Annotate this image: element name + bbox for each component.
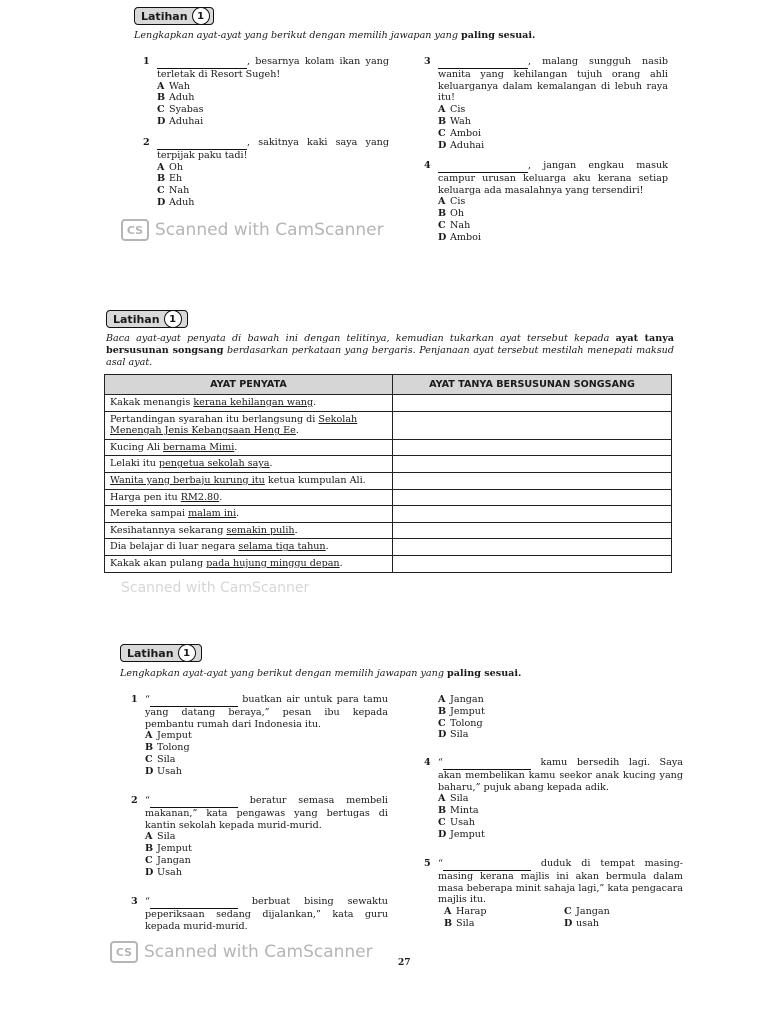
option-item xyxy=(157,173,389,185)
underlined-phrase: pengetua sekolah saya xyxy=(158,458,270,470)
statement-text: Kakak akan pulang xyxy=(110,557,207,569)
question-stem xyxy=(145,795,388,831)
question-item xyxy=(424,757,683,841)
answer-blank xyxy=(150,896,238,909)
option-item xyxy=(157,104,389,116)
question-item xyxy=(131,896,388,932)
question-item xyxy=(424,56,668,151)
option-letter: A xyxy=(157,161,165,173)
answer-cell xyxy=(393,395,672,412)
underlined-phrase: kerana kehilangan wang xyxy=(193,397,314,408)
answer-cell xyxy=(393,472,672,489)
option-letter: D xyxy=(438,828,447,840)
exercise-badge xyxy=(106,310,188,328)
answer-blank xyxy=(157,137,247,150)
option-item xyxy=(564,906,644,918)
stem-text: duduk di tempat masing-masing kerana majlis ini akan bermula dalam masa beberapa minit sahaja lagi,” kata pengacara majlis itu. xyxy=(438,858,683,906)
option-item xyxy=(438,829,683,841)
option-item xyxy=(145,855,388,867)
question-item xyxy=(438,694,638,741)
option-letter: C xyxy=(145,854,153,866)
question-number: 1 xyxy=(131,694,138,705)
answer-cell xyxy=(393,456,672,473)
table-row xyxy=(105,555,672,572)
watermark-text: Scanned with CamScanner xyxy=(144,942,373,962)
question-stem xyxy=(145,896,388,932)
underlined-phrase: malam ini xyxy=(188,508,237,520)
option-item xyxy=(145,867,388,879)
option-letter: D xyxy=(145,866,154,878)
question-item xyxy=(131,694,388,778)
question-item xyxy=(143,56,389,128)
option-item xyxy=(444,918,564,930)
statement-text: ketua kumpulan Ali. xyxy=(264,474,366,486)
option-text: Nah xyxy=(450,219,471,231)
statement-cell xyxy=(105,555,393,572)
statement-cell xyxy=(105,506,393,523)
option-text: Tolong xyxy=(157,742,190,754)
instruction-bold: paling sesuai. xyxy=(447,668,522,679)
option-text: Harap xyxy=(456,906,487,917)
option-item xyxy=(438,817,683,829)
question-item xyxy=(131,795,388,879)
option-item xyxy=(145,843,388,855)
question-item xyxy=(424,858,683,906)
option-letter: C xyxy=(157,104,165,116)
question-stem xyxy=(438,757,683,793)
option-item xyxy=(438,208,668,220)
instruction-text: Lengkapkan ayat-ayat yang berikut dengan memilih jawapan yang xyxy=(120,668,444,679)
statement-text: Pertandingan syarahan itu berlangsung di xyxy=(110,413,319,425)
table-row xyxy=(105,522,672,539)
option-letter: B xyxy=(145,742,154,754)
stem-text: beratur semasa membeli makanan,” kata pengawas yang bertugas di kantin sekolah kepada murid-murid. xyxy=(145,795,388,831)
option-text: Oh xyxy=(169,161,184,173)
option-text: Cis xyxy=(450,104,466,116)
statement-text: . xyxy=(339,557,343,569)
option-letter: D xyxy=(564,917,573,929)
option-text: Amboi xyxy=(450,231,482,243)
answer-cell xyxy=(393,522,672,539)
answer-blank xyxy=(438,160,528,173)
exercise-badge xyxy=(134,7,214,25)
option-text: Aduh xyxy=(169,92,195,104)
option-item xyxy=(157,197,389,209)
question-stem xyxy=(145,694,388,730)
option-item xyxy=(438,220,668,232)
statement-text: Harga pen itu xyxy=(110,491,181,503)
table-row xyxy=(105,506,672,523)
statement-text: . xyxy=(295,425,299,437)
option-letter: A xyxy=(438,793,446,805)
question-number: 5 xyxy=(424,858,431,869)
statement-text: . xyxy=(269,458,273,470)
underlined-phrase: pada hujung minggu depan xyxy=(206,557,340,569)
badge-number: 1 xyxy=(192,7,210,25)
option-text: Sila xyxy=(450,793,469,805)
stem-text: , sakitnya kaki saya yang terpijak paku tadi! xyxy=(157,137,389,161)
option-text: Tolong xyxy=(450,717,483,729)
option-text: Eh xyxy=(169,173,183,185)
stem-quote: “ xyxy=(145,896,150,907)
option-letter: B xyxy=(145,843,154,855)
option-letter: D xyxy=(438,139,447,151)
option-letter: A xyxy=(438,104,446,116)
statement-cell xyxy=(105,522,393,539)
option-item xyxy=(145,742,388,754)
answer-blank xyxy=(438,56,528,69)
option-item xyxy=(438,694,638,706)
table-row xyxy=(105,489,672,506)
answer-cell xyxy=(393,506,672,523)
statement-text: Dia belajar di luar negara xyxy=(110,541,239,553)
option-text: Jangan xyxy=(576,906,610,917)
badge-label: Latihan xyxy=(113,312,160,326)
stem-text: berbuat bising sewaktu peperiksaan sedang dijalankan,” kata guru kepada murid-murid. xyxy=(145,896,388,932)
statement-cell xyxy=(105,411,393,439)
option-item xyxy=(438,196,668,208)
exercise-badge xyxy=(120,644,202,662)
option-letter: C xyxy=(438,717,446,729)
option-text: Amboi xyxy=(450,127,482,139)
instruction-text: Baca ayat-ayat penyata di bawah ini dengan telitinya, kemudian tukarkan ayat tersebut kepada xyxy=(106,333,610,344)
statement-cell xyxy=(105,456,393,473)
table-row xyxy=(105,395,672,412)
option-text: Sila xyxy=(456,917,475,929)
question-stem xyxy=(438,160,668,196)
option-letter: A xyxy=(438,196,446,208)
underlined-phrase: Sekolah Menengah Jenis Kebangsaan Heng Ee xyxy=(110,413,358,437)
table-row xyxy=(105,439,672,456)
conversion-table xyxy=(104,374,672,573)
option-letter: A xyxy=(145,730,153,742)
option-text: Jemput xyxy=(450,828,485,840)
question-number: 2 xyxy=(143,137,150,148)
statement-text: Lelaki itu xyxy=(110,458,159,470)
question-number: 4 xyxy=(424,757,431,768)
underlined-phrase: bernama Mimi xyxy=(163,441,235,453)
camscanner-watermark xyxy=(121,219,384,241)
question-number: 3 xyxy=(424,56,431,67)
answer-blank xyxy=(150,795,238,808)
table-header-row xyxy=(105,375,672,395)
option-text: Usah xyxy=(157,866,182,878)
option-letter: B xyxy=(438,208,447,220)
option-letter: B xyxy=(157,92,166,104)
option-text: Usah xyxy=(157,765,182,777)
option-letter: C xyxy=(438,816,446,828)
option-text: Sila xyxy=(157,753,176,765)
option-text: Jangan xyxy=(450,694,484,705)
badge-number: 1 xyxy=(178,644,196,662)
underlined-phrase: Wanita yang berbaju kurung itu xyxy=(110,474,265,486)
option-letter: A xyxy=(444,906,452,917)
question-stem xyxy=(157,137,389,162)
question-5-options xyxy=(444,906,644,930)
exercise-instruction xyxy=(120,668,680,680)
table-row xyxy=(105,472,672,489)
statement-cell xyxy=(105,395,393,412)
exercise-instruction xyxy=(134,30,694,42)
option-letter: C xyxy=(438,219,446,231)
option-item xyxy=(157,162,389,174)
badge-number: 1 xyxy=(164,310,182,328)
stem-quote: “ xyxy=(145,795,150,806)
option-text: Cis xyxy=(450,196,466,208)
question-stem xyxy=(438,858,683,906)
stem-quote: “ xyxy=(438,858,443,869)
badge-label: Latihan xyxy=(141,9,188,23)
answer-cell xyxy=(393,489,672,506)
table-row xyxy=(105,456,672,473)
question-number: 2 xyxy=(131,795,138,806)
question-number: 3 xyxy=(131,896,138,907)
option-text: Aduhai xyxy=(450,139,485,151)
option-letter: B xyxy=(438,705,447,717)
option-letter: C xyxy=(438,127,446,139)
watermark-text: Scanned with CamScanner xyxy=(155,220,384,240)
option-item xyxy=(438,706,638,718)
option-item xyxy=(145,831,388,843)
statement-text: . xyxy=(219,491,223,503)
stem-quote: “ xyxy=(145,694,150,705)
option-text: Jemput xyxy=(157,843,192,855)
option-text: Jemput xyxy=(157,730,192,742)
option-item xyxy=(438,116,668,128)
camscanner-icon: CS xyxy=(121,219,149,241)
answer-blank xyxy=(443,757,531,770)
option-item xyxy=(438,128,668,140)
question-stem xyxy=(438,56,668,104)
option-text: Aduhai xyxy=(169,115,204,127)
stem-text: , malang sungguh nasib wanita yang kehilangan tujuh orang ahli keluarganya dalam kemalangan di lebuh raya itu! xyxy=(438,56,668,104)
option-text: Jangan xyxy=(157,854,191,866)
underlined-phrase: semakin pulih xyxy=(226,524,295,536)
option-letter: C xyxy=(157,185,165,197)
statement-text: Kesihatannya sekarang xyxy=(110,524,227,536)
stem-text: kamu bersedih lagi. Saya akan membelikan kamu seekor anak kucing yang baharu,” pujuk abang kepada adik. xyxy=(438,757,683,793)
option-letter: D xyxy=(438,729,447,741)
camscanner-watermark xyxy=(110,941,373,963)
option-item xyxy=(438,140,668,152)
option-text: Syabas xyxy=(169,104,204,116)
column-header-statement: AYAT PENYATA xyxy=(105,375,393,395)
camscanner-watermark-faint xyxy=(121,580,309,596)
statement-text: Kucing Ali xyxy=(110,441,164,453)
instruction-bold: ayat tanya bersusunan songsang xyxy=(106,333,674,356)
watermark-text: Scanned with CamScanner xyxy=(121,580,310,596)
answer-cell xyxy=(393,555,672,572)
option-letter: D xyxy=(438,231,447,243)
option-text: Sila xyxy=(157,831,176,843)
option-text: usah xyxy=(576,917,600,929)
option-text: Sila xyxy=(450,729,469,741)
underlined-phrase: RM2.80 xyxy=(180,491,220,503)
option-letter: B xyxy=(444,917,453,929)
answer-cell xyxy=(393,411,672,439)
question-item xyxy=(424,160,668,244)
badge-label: Latihan xyxy=(127,646,174,660)
option-item xyxy=(157,185,389,197)
statement-cell xyxy=(105,489,393,506)
option-item xyxy=(438,793,683,805)
option-text: Wah xyxy=(450,115,471,127)
statement-text: . xyxy=(234,441,238,453)
statement-text: Kakak menangis xyxy=(110,397,194,408)
option-text: Wah xyxy=(169,80,190,92)
option-text: Aduh xyxy=(169,196,195,208)
statement-text: . xyxy=(236,508,240,520)
page-number: 27 xyxy=(398,958,411,968)
option-text: Nah xyxy=(169,185,190,197)
option-letter: B xyxy=(438,115,447,127)
option-item xyxy=(438,104,668,116)
underlined-phrase: selama tiga tahun xyxy=(238,541,326,553)
instruction-bold: paling sesuai. xyxy=(461,30,536,41)
table-row xyxy=(105,539,672,556)
statement-cell xyxy=(105,472,393,489)
question-item xyxy=(143,137,389,209)
statement-cell xyxy=(105,439,393,456)
option-text: Oh xyxy=(450,208,465,220)
stem-text: , besarnya kolam ikan yang terletak di Resort Sugeh! xyxy=(157,56,389,80)
instruction-text: berdasarkan perkataan yang bergaris. Penjanaan ayat tersebut mestilah menepati maksud asal ayat. xyxy=(106,345,674,368)
option-letter: C xyxy=(564,906,572,917)
table-row xyxy=(105,411,672,439)
option-letter: A xyxy=(438,694,446,705)
option-item xyxy=(157,92,389,104)
option-item xyxy=(145,730,388,742)
option-item xyxy=(145,766,388,778)
option-letter: C xyxy=(145,753,153,765)
camscanner-icon: CS xyxy=(110,941,138,963)
option-letter: D xyxy=(157,115,166,127)
option-item xyxy=(157,81,389,93)
answer-blank xyxy=(157,56,247,69)
option-item xyxy=(145,754,388,766)
stem-text: buatkan air untuk para tamu yang datang beraya,” pesan ibu kepada pembantu rumah dari Indonesia itu. xyxy=(145,694,388,730)
stem-quote: “ xyxy=(438,757,443,768)
option-text: Minta xyxy=(450,805,479,817)
option-letter: B xyxy=(157,173,166,185)
option-letter: D xyxy=(157,196,166,208)
option-item xyxy=(444,906,564,918)
option-text: Jemput xyxy=(450,705,485,717)
column-header-question: AYAT TANYA BERSUSUNAN SONGSANG xyxy=(393,375,672,395)
statement-text: . xyxy=(313,397,317,408)
option-letter: D xyxy=(145,765,154,777)
option-item xyxy=(438,718,638,730)
answer-blank xyxy=(443,858,531,871)
option-item xyxy=(564,918,644,930)
statement-text: . xyxy=(325,541,329,553)
exercise-instruction xyxy=(106,333,674,369)
option-item xyxy=(438,232,668,244)
statement-cell xyxy=(105,539,393,556)
question-number: 1 xyxy=(143,56,150,67)
option-item xyxy=(157,116,389,128)
option-letter: A xyxy=(157,80,165,92)
answer-blank xyxy=(150,694,238,707)
answer-cell xyxy=(393,439,672,456)
option-text: Usah xyxy=(450,816,475,828)
answer-cell xyxy=(393,539,672,556)
statement-text: . xyxy=(294,524,298,536)
option-item xyxy=(438,805,683,817)
question-number: 4 xyxy=(424,160,431,171)
stem-text: , jangan engkau masuk campur urusan keluarga aku kerana setiap keluarga ada masalahnya yang tersendiri! xyxy=(438,160,668,196)
instruction-text: Lengkapkan ayat-ayat yang berikut dengan memilih jawapan yang xyxy=(134,30,458,41)
option-letter: B xyxy=(438,805,447,817)
option-item xyxy=(438,729,638,741)
option-letter: A xyxy=(145,831,153,843)
question-stem xyxy=(157,56,389,81)
statement-text: Mereka sampai xyxy=(110,508,189,520)
